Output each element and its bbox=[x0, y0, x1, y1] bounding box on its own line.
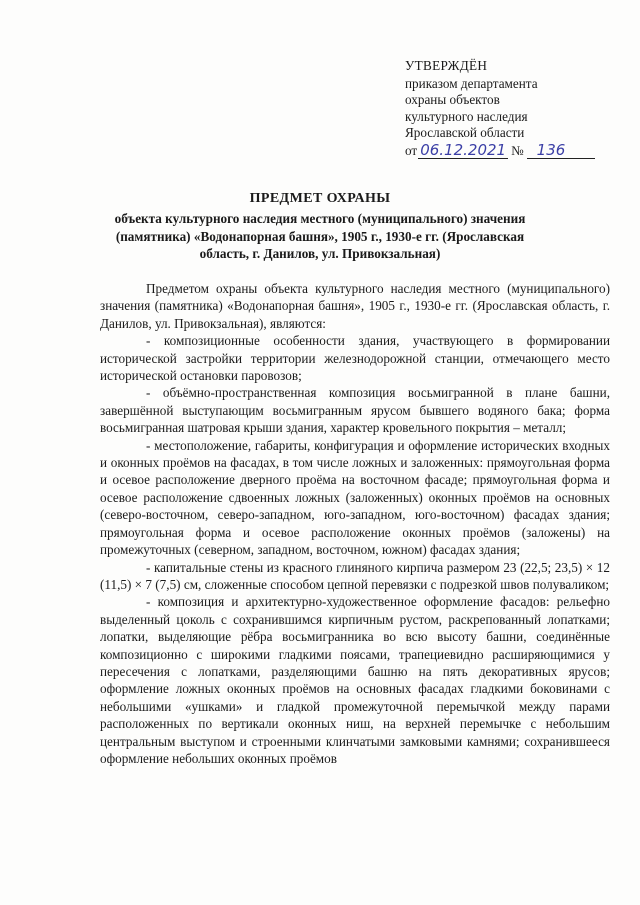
document-title: ПРЕДМЕТ ОХРАНЫ bbox=[249, 191, 391, 206]
order-line bbox=[405, 142, 605, 160]
approval-block bbox=[405, 58, 605, 159]
approval-line: культурного наследия bbox=[405, 108, 528, 124]
body-item: - объёмно-пространственная композиция восьмигранной в плане башни, завершённой выступающим восьмигранным ярусом бывшего водяного бака; форма восьмигранная шатровая крыши здания, характер кровельного покрытия – металл; bbox=[100, 385, 610, 436]
order-date: 06.12.2021 bbox=[420, 140, 507, 159]
approval-heading: УТВЕРЖДЁН bbox=[405, 58, 488, 73]
order-number: 136 bbox=[527, 142, 595, 160]
document-subtitle: объекта культурного наследия местного (муниципального) значения (памятника) «Водонапорная башня», 1905 г., 1930-е гг. (Ярославская область, г. Данилов, ул. Привокзальная) bbox=[114, 211, 526, 261]
approval-line: охраны объектов bbox=[405, 92, 500, 107]
body-item: - местоположение, габариты, конфигурация и оформление исторических входных и оконных проёмов на фасадах, в том числе ложных и заложенных: прямоугольная форма и осевое расположение дверного проёма на восточном фасаде; прямоугольная форма и осевое расположение сдвоенных ложных (заложенных) оконных проёмов на основных (северо-восточном, северо-западном, юго-западном, юго-восточном) фасадах здания; прямоугольная форма и осевое расположение оконных проёмов (заложены) на промежуточных (северном, западном, восточном, южном) фасадах здания; bbox=[100, 437, 610, 558]
document-body bbox=[100, 280, 610, 767]
approval-line: Ярославской области bbox=[405, 125, 525, 140]
body-item: - композиционные особенности здания, участвующего в формировании исторической застройки территории железнодорожной станции, отмечающего место исторической остановки паровозов; bbox=[100, 333, 610, 384]
approval-line: приказом департамента bbox=[405, 75, 538, 91]
body-item: - капитальные стены из красного глиняного кирпича размером 23 (22,5; 23,5) × 12 (11,5) × 7 (7,5) см, сложенные способом цепной перевязки с подрезкой швов полуваликом; bbox=[100, 559, 610, 592]
body-paragraph: Предметом охраны объекта культурного наследия местного (муниципального) значения (памятника) «Водонапорная башня», 1905 г., 1930-е гг. (Ярославская область, г. Данилов, ул. Привокзальная), являются: bbox=[100, 281, 610, 331]
number-sign: № bbox=[511, 142, 524, 158]
order-prefix: от bbox=[405, 142, 418, 158]
body-item: - композиция и архитектурно-художественное оформление фасадов: рельефно выделенный цоколь с сохранившимся кирпичным рустом, раскрепованный лопатками; лопатки, выделяющие рёбра восьмигранника во всю высоту башни, соединённые композиционно с широкими гладкими поясами, трапециевидно расширяющимися у пересечения с лопатками, разделяющими башню на пять декоративных ярусов; оформление ложных оконных проёмов на основных фасадах гладкими боковинами с небольшими «ушками» и гладкой промежуточной перемычкой между парами расположенных по вертикали оконных ниш, на верхней перемычке с небольшим центральным выступом и строенными клинчатыми замковыми камнями; сохранившееся оформление небольших оконных проёмов bbox=[100, 594, 610, 766]
